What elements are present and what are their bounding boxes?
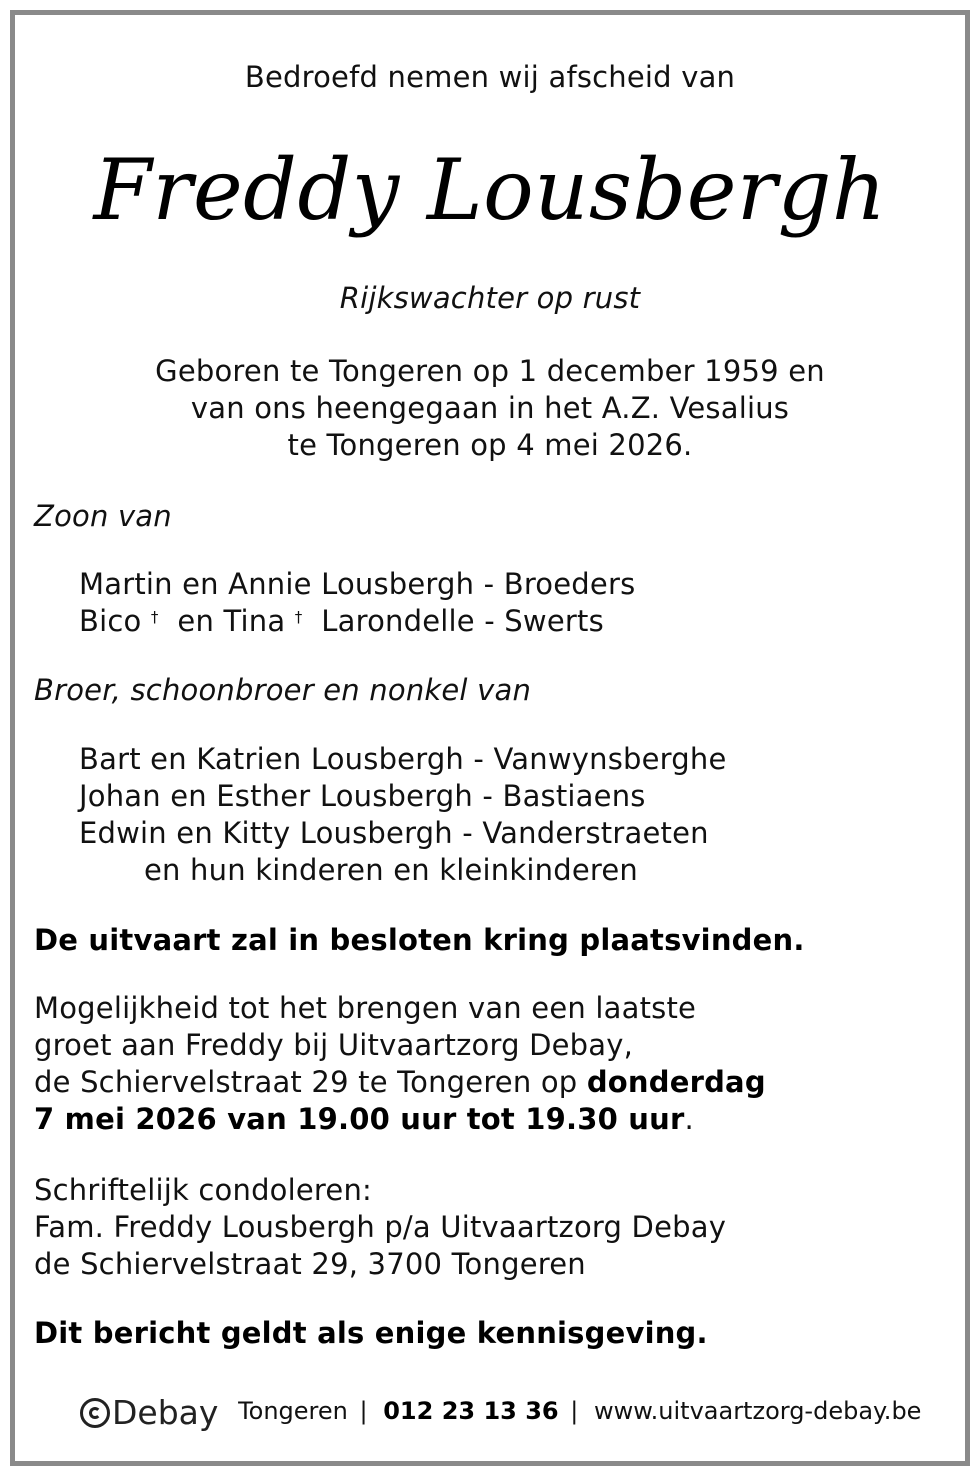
deceased-name: Freddy Lousbergh	[93, 141, 887, 239]
condolences-heading: Schriftelijk condoleren:	[34, 1173, 373, 1207]
brother-of-heading: Broer, schoonbroer en nonkel van	[34, 673, 532, 707]
family-line: en hun kinderen en kleinkinderen	[144, 853, 638, 887]
parents-line-1: Martin en Annie Lousbergh - Broeders	[79, 567, 636, 601]
cross-icon: †	[294, 608, 303, 626]
footer	[80, 1390, 921, 1432]
birth-line-2: van ons heengegaan in het A.Z. Vesalius	[190, 391, 790, 425]
birth-line-3: te Tongeren op 4 mei 2026.	[287, 428, 693, 462]
funeral-notice: De uitvaart zal in besloten kring plaatsvinden.	[34, 923, 805, 957]
condolences-line-1: Fam. Freddy Lousbergh p/a Uitvaartzorg Debay	[34, 1210, 727, 1244]
viewing-time: 7 mei 2026 van 19.00 uur tot 19.30 uur	[34, 1102, 685, 1136]
parent-surname: Larondelle - Swerts	[321, 604, 604, 638]
viewing-line-3	[34, 1064, 766, 1101]
family-line: Edwin en Kitty Lousbergh - Vanderstraeten	[79, 816, 709, 850]
logo-text: Debay	[112, 1392, 219, 1432]
birth-line-1: Geboren te Tongeren op 1 december 1959 en	[155, 354, 825, 388]
debay-logo	[80, 1391, 218, 1434]
viewing-line-4	[34, 1101, 694, 1138]
footer-phone: 012 23 13 36	[383, 1397, 559, 1425]
footer-city: Tongeren	[238, 1397, 348, 1425]
footer-separator: |	[359, 1397, 368, 1425]
condolences-line-2: de Schiervelstraat 29, 3700 Tongeren	[34, 1247, 586, 1281]
viewing-line-2: groet aan Freddy bij Uitvaartzorg Debay,	[34, 1028, 634, 1062]
footer-website: www.uitvaartzorg-debay.be	[593, 1397, 922, 1425]
cross-icon: †	[150, 608, 159, 626]
parents-line-2	[79, 603, 604, 640]
viewing-line-1: Mogelijkheid tot het brengen van een laatste	[34, 991, 697, 1025]
parent-name-bico: Bico	[79, 604, 142, 638]
viewing-day: donderdag	[586, 1065, 766, 1099]
footer-separator: |	[570, 1397, 579, 1425]
closing-notice: Dit bericht geldt als enige kennisgeving.	[34, 1316, 708, 1350]
intro-line: Bedroefd nemen wij afscheid van	[244, 60, 736, 94]
son-of-heading: Zoon van	[34, 499, 172, 533]
viewing-address: de Schiervelstraat 29 te Tongeren op	[34, 1065, 587, 1099]
viewing-period: .	[684, 1102, 694, 1136]
debay-logo-icon	[80, 1398, 110, 1428]
parent-name-tina: en Tina	[177, 604, 286, 638]
family-line: Bart en Katrien Lousbergh - Vanwynsberghe	[79, 742, 727, 776]
family-line: Johan en Esther Lousbergh - Bastiaens	[79, 779, 646, 813]
occupation: Rijkswachter op rust	[339, 281, 641, 315]
